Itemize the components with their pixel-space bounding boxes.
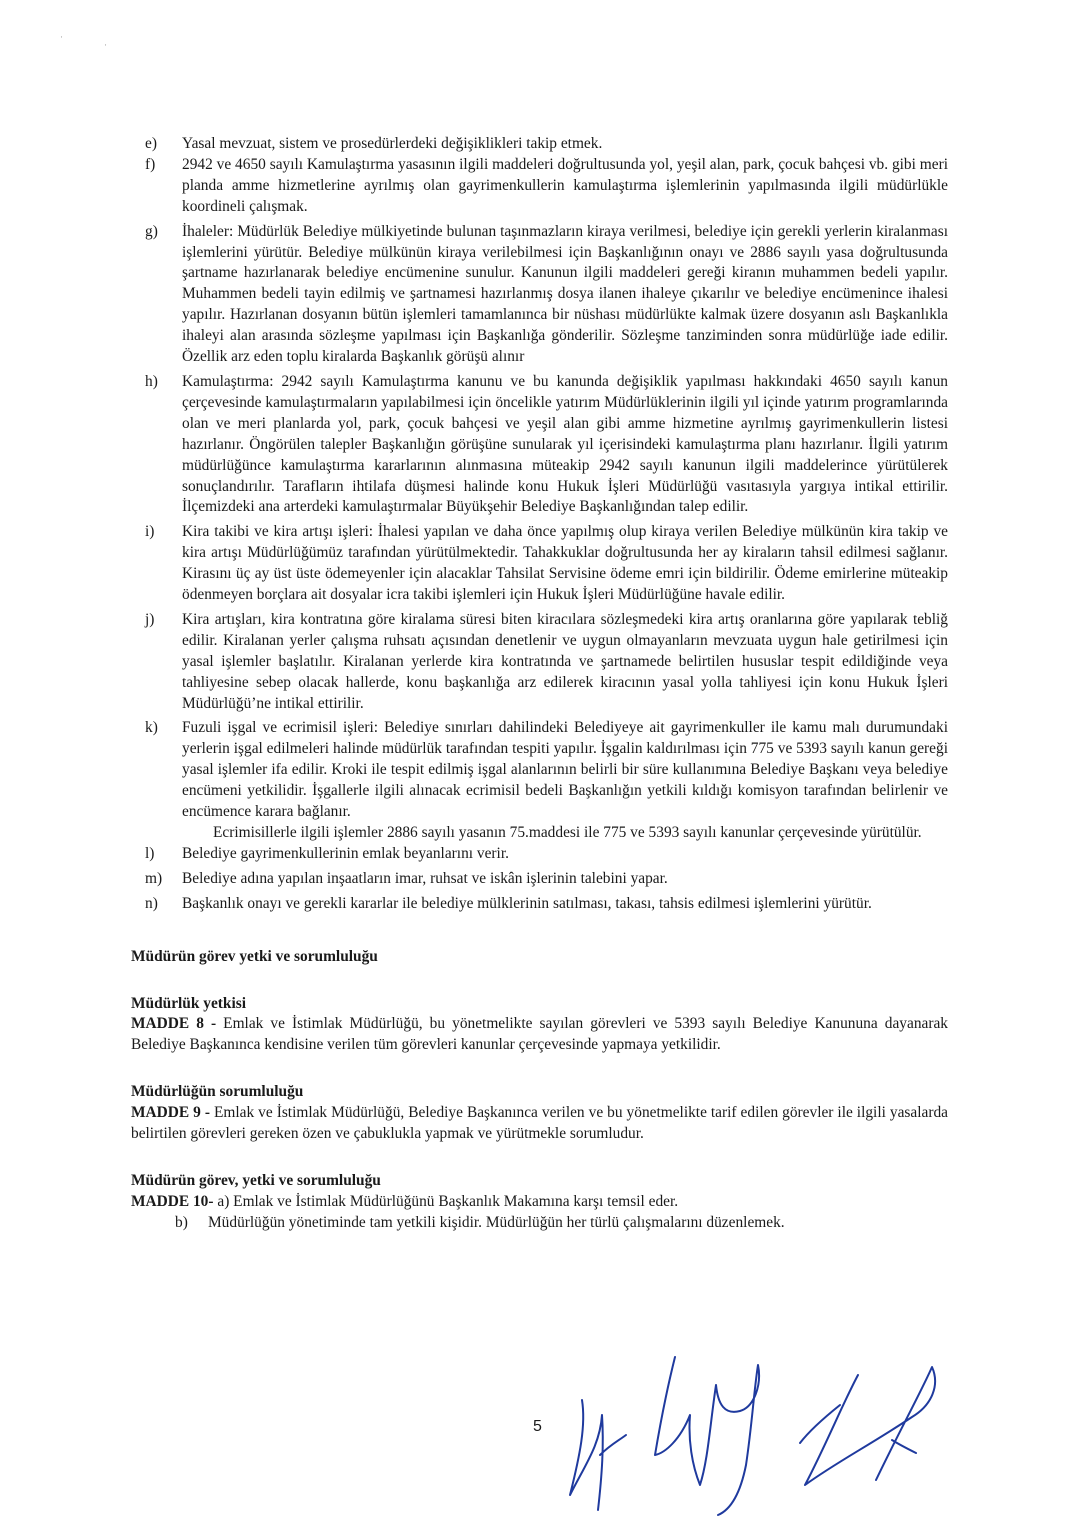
- list-item: [131, 522, 948, 606]
- list-item-label: e): [145, 135, 157, 152]
- list-item-label: f): [145, 155, 156, 173]
- madde10-item-b-text: Müdürlüğün yönetiminde tam yetkili kişidir. Müdürlüğün her türlü çalışmalarını düzenlemek.: [208, 1213, 785, 1231]
- duty-list-bottom: [131, 844, 948, 915]
- list-item: [131, 610, 948, 715]
- madde10-text-a: a) Emlak ve İstimlak Müdürlüğünü Başkanlık Makamına karşı temsil eder.: [217, 1192, 679, 1210]
- list-item-text: Fuzuli işgal ve ecrimisil işleri: Belediye sınırları dahilindeki Belediyeye ait gayrimenkuller ile kamu malı durumundaki yerlerin işgal edilmeleri halinde müdürlük tarafından tespiti yapılır. İşgalin kaldırılması için 775 ve 5393 sayılı kanun gereği yasal işlemler ifa edilir. Kroki ile tespit edilmiş işgal alanlarının belirli bir süre kullanımına Belediye Başkanı veya belediye encümeni yetkilidir. İşgallerle ilgili alınacak ecrimisil bedeli Başkanlığın yetkili kıldığı komisyon tarafından belirlenir ve encümence karara bağlanır.: [182, 719, 948, 821]
- list-item-label: n): [145, 894, 158, 912]
- list-item-text: Kamulaştırma: 2942 sayılı Kamulaştırma kanunu ve bu kanunda değişiklik yapılması hakkındaki 4650 sayılı kanun çerçevesinde kamulaştırmaların yapılabilmesi için öncelikle yatırım Müdürlüklerinin ilgili yıl içinde yatırım programlarında olan ve meri planlarda yol, park, çocuk bahçesi ve yeşil alan gibi amme hizmetine ayrılmış gayrimenkullerin listesi hazırlanır. Öngörülen talepler Başkanlığın görüşüne sunularak yıl içerisindeki kamulaştırma planı hazırlanır. İlgili yatırım müdürlüğünce kamulaştırma kararlarının alınmasına müteakip 2942 sayılı kanunun ilgili maddelerince yürütülerek sonuçlandırılır. Tarafların ihtilafa düşmesi halinde konu Hukuk İşleri Müdürlüğü vasıtasıyla yargıya intikal ettirilir. İlçemizdeki ana arterdeki kamulaştırmalar Büyükşehir Belediye Başkanlığından talep edilir.: [182, 372, 948, 516]
- list-item-label: m): [145, 869, 163, 887]
- madde9-text-block: [131, 1103, 948, 1145]
- madde8-text: Emlak ve İstimlak Müdürlüğü, bu yönetmelikte sayılan görevleri ve 5393 sayılı Belediye Kanununa dayanarak Belediye Başkanınca kendisine verilen tüm görevleri kanunlar çerçevesinde yapmaya yetkilidir.: [131, 1015, 948, 1054]
- list-item-text: Belediye adına yapılan inşaatların imar, ruhsat ve iskân işlerinin talebini yapar.: [182, 869, 668, 887]
- madde10-heading: Müdürün görev, yetki ve sorumluluğu: [131, 1171, 381, 1189]
- list-item: [131, 894, 948, 915]
- list-item-label: k): [145, 719, 158, 737]
- signature-2: [655, 1357, 759, 1515]
- madde10-item-b-label: b): [175, 1213, 188, 1231]
- list-item: [131, 155, 948, 218]
- list-item-label: h): [145, 372, 158, 390]
- signature-3: [800, 1367, 935, 1485]
- signature-1: [570, 1400, 626, 1510]
- list-item-text: İhaleler: Müdürlük Belediye mülkiyetinde bulunan taşınmazların kiraya verilmesi, belediye için gerekli yerlerin kiralanması işlemlerini yürütür. Belediye mülkünün kiraya verilebilmesi için Başkanlığının onayı ve 2886 sayılı yasa doğrultusunda şartname hazırlanarak belediye encümenine sunulur. Kanunun ilgili maddeleri gereği kiranın muhammen bedeli yapılır. Muhammen bedeli tayin edilmiş ve şartnamesi hazırlanmış dosya ilanen ihaleye çıkarılır ve belediye encümenince ihalesi yapılır. Hazırlanan dosyanın bütün işlemleri tamamlanınca bir nüshası müdürlükte kalmak üzere dosyanın aslı Başkanlıkla ihaleyi alan arasında sözleşme yapılması için Başkanlığa gönderilir. Sözleşme tanziminden sonra müdürlüğe iade edilir. Özellik arz eden toplu kiralarda Başkanlık görüşü alınır: [182, 222, 948, 366]
- list-item-label: l): [145, 844, 155, 862]
- madde10-number: MADDE 10-: [131, 1192, 214, 1210]
- list-item-label: g): [145, 222, 158, 240]
- madde9-number: MADDE 9 -: [131, 1104, 210, 1122]
- list-item: [131, 134, 948, 155]
- list-item: [131, 869, 948, 890]
- page-number: 5: [533, 1418, 542, 1435]
- list-item-label: j): [145, 610, 155, 628]
- list-item-text: Yasal mevzuat, sistem ve prosedürlerdeki değişiklikleri takip etmek.: [182, 135, 603, 152]
- list-item: [131, 718, 948, 823]
- madde10-text-block: [131, 1192, 948, 1213]
- madde8-heading: Müdürlük yetkisi: [131, 994, 247, 1012]
- madde8-number: MADDE 8 -: [131, 1015, 217, 1033]
- document-body: [131, 134, 948, 1234]
- list-item: [131, 844, 948, 865]
- list-item-text: Kira artışları, kira kontratına göre kiralama süresi biten kiracılara sözleşmedeki kira artış oranlarına göre yapılarak tebliğ edilir. Kiralanan yerler çalışma ruhsatı açısından denetlenir ve uygun olmayanların mevzuata uygun hale getirilmesi için yasal işlemler başlatılır. Kiralanan yerlerde kira kontratında ve şartnamede belirtilen hususlar tespit edildiğinde veya tahliyesine sebep olacak hallerde, konu başkanlığa arz edilerek kiracının yasal yolla tahliyesi için konu Hukuk İşleri Müdürlüğü’ne intikal ettirilir.: [182, 610, 948, 712]
- signatures: [540, 1345, 960, 1525]
- scan-speck: ·: [60, 32, 63, 42]
- madde9-heading: Müdürlüğün sorumluluğu: [131, 1083, 304, 1101]
- list-item-label: i): [145, 523, 155, 541]
- madde9-text: Emlak ve İstimlak Müdürlüğü, Belediye Başkanınca verilen ve bu yönetmelikte tarif edilen görevler ile ilgili yasalarda belirtilen görevleri gereken özen ve çabuklukla yapmak ve yürütmekle sorumludur.: [131, 1104, 948, 1143]
- list-item-text: Başkanlık onayı ve gerekli kararlar ile belediye mülklerinin satılması, takası, tahsis edilmesi işlemlerini yürütür.: [182, 894, 872, 912]
- section-title: Müdürün görev yetki ve sorumluluğu: [131, 947, 378, 965]
- ecrimisil-paragraph: Ecrimisillerle ilgili işlemler 2886 sayılı yasanın 75.maddesi ile 775 ve 5393 sayılı kanunlar çerçevesinde yürütülür.: [213, 824, 922, 841]
- list-item: [131, 372, 948, 518]
- list-item-text: Belediye gayrimenkullerinin emlak beyanlarını verir.: [182, 844, 509, 862]
- scan-speck: ·: [104, 40, 107, 50]
- madde10-item-b: [131, 1213, 948, 1234]
- list-item: [131, 222, 948, 368]
- duty-list-top: [131, 134, 948, 823]
- list-item-text: 2942 ve 4650 sayılı Kamulaştırma yasasının ilgili maddeleri doğrultusunda yol, yeşil alan, park, çocuk bahçesi vb. gibi meri planda amme hizmetlerine ayrılmış olan gayrimenkullerin kamulaştırma işlemlerinin yapılmasında ilgili müdürlükle koordineli çalışmak.: [182, 155, 948, 215]
- madde8-text-block: [131, 1014, 948, 1056]
- list-item-text: Kira takibi ve kira artışı işleri: İhalesi yapılan ve daha önce yapılmış olup kiraya verilen Belediye mülkünün kira takip ve kira artışı Müdürlüğümüz tarafından yürütülmektedir. Tahakkuklar doğrultusunda her ay kiraların tahsil edilmesi sağlanır. Kirasını üç ay üst üste ödemeyenler için alacaklar Tahsilat Servisine ödeme emri için bildirilir. Ödeme emirlerine müteakip ödenmeyen borçlara ait dosyalar icra takibi işlemleri için Hukuk İşleri Müdürlüğüne havale edilir.: [182, 523, 948, 604]
